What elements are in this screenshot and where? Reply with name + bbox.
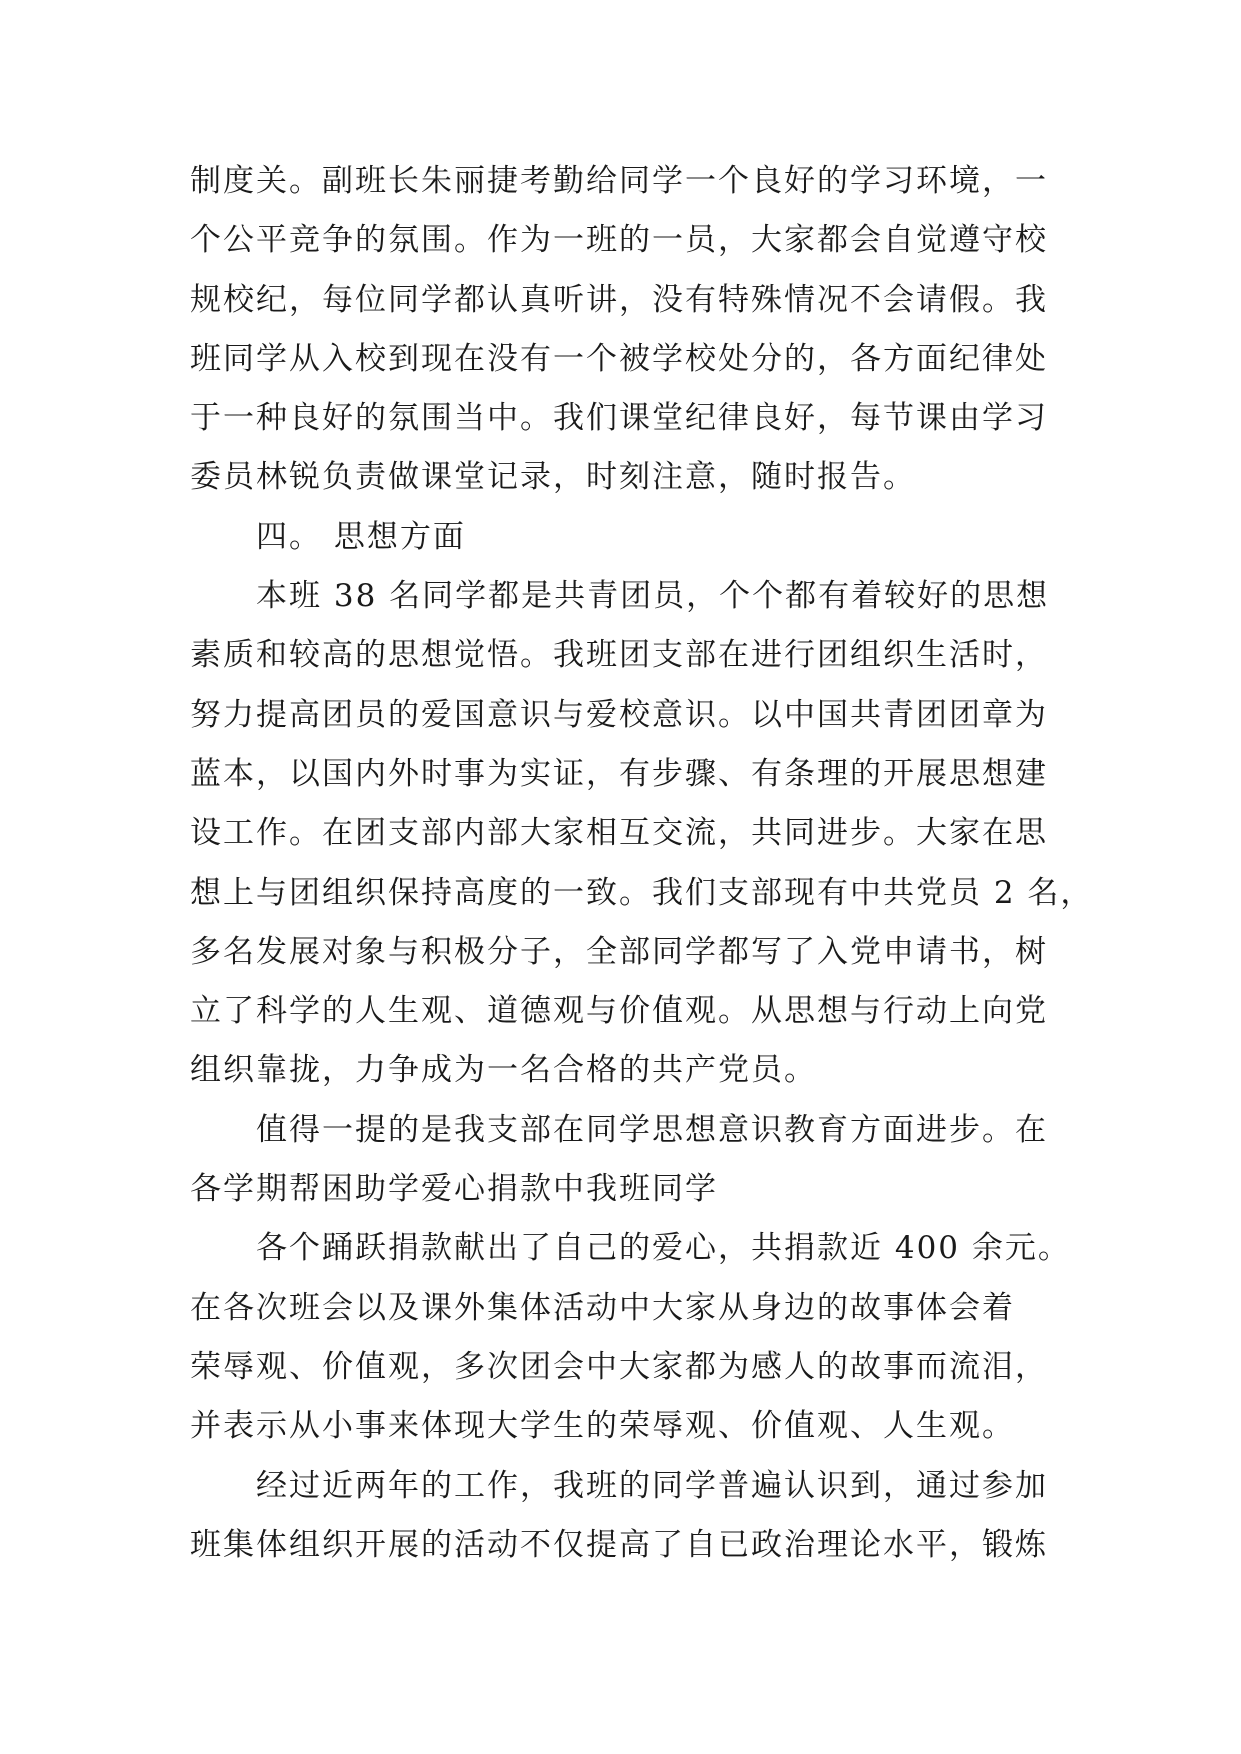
text-line: 多名发展对象与积极分子，全部同学都写了入党申请书，树 (190, 933, 1048, 970)
text-line: 组织靠拢，力争成为一名合格的共产党员。 (190, 1052, 817, 1089)
text-line: 荣辱观、价值观，多次团会中大家都为感人的故事而流泪， (190, 1348, 1048, 1385)
text-line: 委员林锐负责做课堂记录，时刻注意，随时报告。 (190, 459, 916, 496)
text-line: 蓝本，以国内外时事为实证，有步骤、有条理的开展思想建 (190, 755, 1048, 792)
body-text (190, 152, 1094, 1575)
text-line: 素质和较高的思想觉悟。我班团支部在进行团组织生活时， (190, 637, 1048, 674)
section-heading: 四。 思想方面 (256, 518, 466, 555)
text-line: 值得一提的是我支部在同学思想意识教育方面进步。在 (256, 1111, 1048, 1148)
text-line: 努力提高团员的爱国意识与爱校意识。以中国共青团团章为 (190, 696, 1048, 733)
text-line: 班同学从入校到现在没有一个被学校处分的，各方面纪律处 (190, 340, 1048, 377)
text-line: 本班 38 名同学都是共青团员，个个都有着较好的思想 (256, 578, 1050, 615)
text-line: 设工作。在团支部内部大家相互交流，共同进步。大家在思 (190, 815, 1048, 852)
text-line: 各学期帮困助学爱心捐款中我班同学 (190, 1171, 718, 1208)
text-line: 在各次班会以及课外集体活动中大家从身边的故事体会着 (190, 1289, 1015, 1326)
text-line: 想上与团组织保持高度的一致。我们支部现有中共党员 2 名， (190, 874, 1094, 911)
text-line: 制度关。副班长朱丽捷考勤给同学一个良好的学习环境，一 (190, 163, 1048, 199)
text-line: 规校纪，每位同学都认真听讲，没有特殊情况不会请假。我 (190, 281, 1048, 318)
text-line: 个公平竞争的氛围。作为一班的一员，大家都会自觉遵守校 (190, 222, 1048, 259)
text-line: 经过近两年的工作，我班的同学普遍认识到，通过参加 (256, 1467, 1048, 1504)
text-line: 班集体组织开展的活动不仅提高了自已政治理论水平，锻炼 (190, 1526, 1048, 1563)
text-line: 于一种良好的氛围当中。我们课堂纪律良好，每节课由学习 (190, 400, 1048, 437)
text-line: 各个踊跃捐款献出了自己的爱心，共捐款近 400 余元。 (256, 1230, 1071, 1267)
text-line: 并表示从小事来体现大学生的荣辱观、价值观、人生观。 (190, 1408, 1015, 1445)
text-line: 立了科学的人生观、道德观与价值观。从思想与行动上向党 (190, 993, 1048, 1030)
